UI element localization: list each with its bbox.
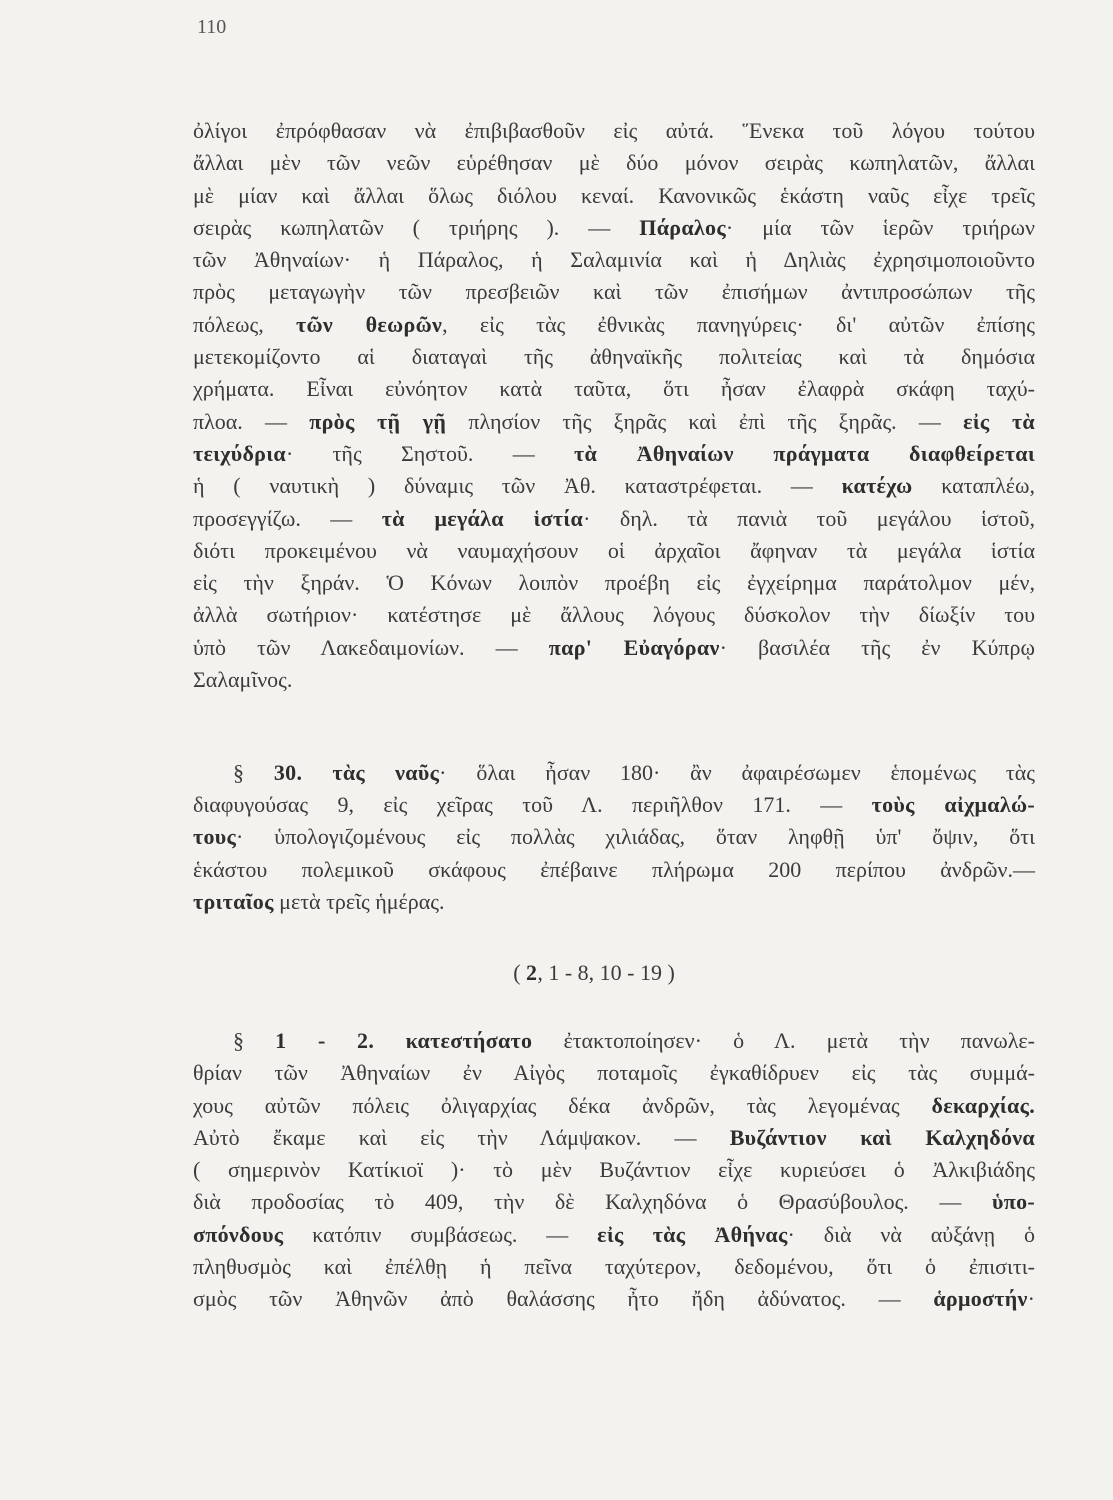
text-segment: · δηλ. τὰ πανιὰ τοῦ μεγάλου ἱστοῦ, <box>583 505 1036 531</box>
text-line <box>193 535 1035 567</box>
text-segment: πρὸς μεταγωγὴν τῶν πρεσβειῶν καὶ τῶν ἐπισήμων ἀντιπροσώπων τῆς <box>193 279 1035 305</box>
text-segment: · τῆς Σηστοῦ. — <box>285 440 575 466</box>
bold-lemma: Βυζάντιον καὶ Καλχηδόνα <box>729 1124 1035 1150</box>
text-line <box>193 1090 1035 1122</box>
text-segment: ὀλίγοι ἐπρόφθασαν νὰ ἐπιβιβασθοῦν εἰς αὐτά. Ἕνεκα τοῦ λόγου τούτου <box>193 118 1035 143</box>
text-segment: ἄλλαι μὲν τῶν νεῶν εὑρέθησαν μὲ δύο μόνον σειρὰς κωπηλατῶν, ἄλλαι <box>193 150 1035 176</box>
bold-lemma: τους <box>193 824 237 850</box>
bold-lemma: Πάραλος <box>639 214 726 240</box>
text-line <box>193 854 1035 886</box>
bold-lemma: εἰς τὰς Ἀθήνας <box>597 1221 788 1247</box>
text-line <box>193 503 1035 535</box>
text-line <box>193 406 1035 438</box>
heading-book-number: 2 <box>526 960 538 985</box>
text-line <box>193 276 1035 308</box>
text-line <box>193 1219 1035 1251</box>
text-segment: πληθυσμὸς καὶ ἐπέλθῃ ἡ πεῖνα ταχύτερον, δεδομένου, ὅτι ὁ ἐπισιτι- <box>193 1254 1035 1280</box>
bold-lemma: 30. τὰς ναῦς <box>273 760 440 785</box>
bold-lemma: τριταῖος <box>193 888 274 914</box>
text-line <box>193 438 1035 470</box>
text-segment: μετὰ τρεῖς ἡμέρας. <box>273 888 445 914</box>
bold-lemma: 1 - 2. κατεστήσατο <box>275 1028 533 1053</box>
page-number: 110 <box>197 16 227 38</box>
text-segment: · βασιλέα τῆς ἐν Κύπρῳ <box>719 634 1035 660</box>
text-line <box>193 180 1035 212</box>
text-line <box>193 1122 1035 1154</box>
text-line <box>193 470 1035 502</box>
heading-range: , 1 - 8, 10 - 19 ) <box>537 960 675 985</box>
text-segment: · ὑπολογιζομένους εἰς πολλὰς χιλιάδας, ὅταν ληφθῇ ὑπ' ὄψιν, ὅτι <box>236 824 1035 850</box>
text-segment: · ὅλαι ἦσαν 180· ἂν ἀφαιρέσωμεν ἑπομένως τὰς <box>439 760 1036 785</box>
text-segment: § <box>233 1028 276 1053</box>
text-segment: εἰς τὴν ξηράν. Ὁ Κόνων λοιπὸν προέβη εἰς ἐγχείρημα παράτολμον μέν, <box>193 570 1035 596</box>
text-segment: πόλεως, <box>193 311 297 337</box>
text-segment: χους αὐτῶν πόλεις ὀλιγαρχίας δέκα ἀνδρῶν, τὰς λεγομένας <box>193 1092 932 1118</box>
text-line <box>193 1057 1035 1089</box>
text-segment: τῶν Ἀθηναίων· ἡ Πάραλος, ἡ Σαλαμινία καὶ ἡ Δηλιὰς ἐχρησιμοποιοῦντο <box>193 247 1035 273</box>
bold-lemma: τῶν θεωρῶν <box>296 311 443 337</box>
text-line <box>193 886 1035 918</box>
bold-lemma: τοὺς αἰχμαλώ- <box>871 792 1035 818</box>
commentary-paragraph-30 <box>193 757 1035 918</box>
text-segment: ἐτακτοποίησεν· ὁ Λ. μετὰ τὴν πανωλε- <box>532 1028 1035 1053</box>
text-line <box>193 757 1035 789</box>
heading-open: ( <box>513 960 527 985</box>
text-segment: ἡ ( ναυτικὴ ) δύναμις τῶν Ἀθ. καταστρέφεται. — <box>193 473 842 499</box>
text-line <box>193 147 1035 179</box>
text-line <box>193 1186 1035 1218</box>
text-segment: σειρὰς κωπηλατῶν ( τριήρης ). — <box>193 214 640 240</box>
text-segment: καταπλέω, <box>912 473 1036 499</box>
text-segment: μετεκομίζοντο αἱ διαταγαὶ τῆς ἀθηναϊκῆς πολιτείας καὶ τὰ δημόσια <box>193 344 1035 370</box>
text-segment: Σαλαμῖνος. <box>193 667 293 693</box>
text-segment: προσεγγίζω. — <box>193 505 382 531</box>
text-segment: κατόπιν συμβάσεως. — <box>283 1221 598 1247</box>
text-segment: ἑκάστου πολεμικοῦ σκάφους ἐπέβαινε πλήρωμα 200 περίπου ἀνδρῶν.— <box>193 856 1035 882</box>
text-segment: ( σημερινὸν Κατίκιοϊ )· τὸ μὲν Βυζάντιον εἶχε κυριεύσει ὁ Ἀλκιβιάδης <box>193 1157 1035 1183</box>
bold-lemma: ἁρμοστήν <box>933 1286 1028 1312</box>
text-line <box>193 567 1035 599</box>
text-segment: διότι προκειμένου νὰ ναυμαχήσουν οἱ ἀρχαῖοι ἄφηναν τὰ μεγάλα ἱστία <box>193 537 1035 563</box>
bold-lemma: παρ' Εὐαγόραν <box>548 634 720 660</box>
text-line <box>193 244 1035 276</box>
text-segment: § <box>233 760 274 785</box>
text-segment: σμὸς τῶν Ἀθηνῶν ἀπὸ θαλάσσης ἦτο ἤδη ἀδύνατος. — <box>193 1286 934 1312</box>
text-segment: ὑπὸ τῶν Λακεδαιμονίων. — <box>193 634 549 660</box>
text-segment: · <box>1027 1286 1035 1312</box>
text-line <box>193 664 1035 696</box>
text-segment: μὲ μίαν καὶ ἄλλαι ὅλως διόλου κεναί. Κανονικῶς ἑκάστη ναῦς εἶχε τρεῖς <box>193 182 1035 208</box>
text-line <box>193 309 1035 341</box>
text-segment: χρήματα. Εἶναι εὐνόητον κατὰ ταῦτα, ὅτι ἦσαν ἐλαφρὰ σκάφη ταχύ- <box>193 376 1035 402</box>
text-line <box>193 599 1035 631</box>
text-segment: · διὰ νὰ αὐξάνῃ ὁ <box>787 1221 1035 1247</box>
bold-lemma: δεκαρχίας. <box>931 1092 1035 1118</box>
commentary-paragraph-1-2 <box>193 1025 1035 1316</box>
bold-lemma: πρὸς τῇ γῇ <box>309 408 447 434</box>
text-segment: ἀλλὰ σωτήριον· κατέστησε μὲ ἄλλους λόγους δύσκολον τὴν δίωξίν του <box>193 602 1035 628</box>
bold-lemma: τειχύδρια <box>193 440 286 466</box>
text-line <box>193 115 1035 147</box>
text-segment: · μία τῶν ἱερῶν τριήρων <box>725 214 1035 240</box>
section-heading <box>193 957 995 989</box>
text-segment: θρίαν τῶν Ἀθηναίων ἐν Αἰγὸς ποταμοῖς ἐγκαθίδρυεν εἰς τὰς συμμά- <box>193 1060 1035 1086</box>
text-line <box>193 821 1035 853</box>
text-segment: , εἰς τὰς ἐθνικὰς πανηγύρεις· δι' αὐτῶν ἐπίσης <box>442 311 1035 337</box>
text-line <box>193 1025 1035 1057</box>
text-line <box>193 789 1035 821</box>
text-segment: διὰ προδοσίας τὸ 409, τὴν δὲ Καλχηδόνα ὁ Θρασύβουλος. — <box>193 1189 992 1215</box>
text-line <box>193 632 1035 664</box>
text-line <box>193 212 1035 244</box>
bold-lemma: ὑπο- <box>992 1189 1035 1215</box>
bold-lemma: σπόνδους <box>193 1221 284 1247</box>
text-segment: Αὐτὸ ἔκαμε καὶ εἰς τὴν Λάμψακον. — <box>193 1124 730 1150</box>
bold-lemma: κατέχω <box>841 473 913 499</box>
bold-lemma: τὰ μεγάλα ἱστία <box>381 505 584 531</box>
text-segment: πλησίον τῆς ξηρᾶς καὶ ἐπὶ τῆς ξηρᾶς. — <box>446 408 964 434</box>
text-line <box>193 1283 1035 1315</box>
text-segment: διαφυγούσας 9, εἰς χεῖρας τοῦ Λ. περιῆλθον 171. — <box>193 792 872 818</box>
text-segment: πλοα. — <box>193 408 310 434</box>
text-line <box>193 341 1035 373</box>
bold-lemma: εἰς τὰ <box>963 408 1035 434</box>
text-line <box>193 1154 1035 1186</box>
bold-lemma: τὰ Ἀθηναίων πράγματα διαφθείρεται <box>574 440 1035 466</box>
text-line <box>193 373 1035 405</box>
text-line <box>193 1251 1035 1283</box>
commentary-paragraph-29 <box>193 115 1035 696</box>
